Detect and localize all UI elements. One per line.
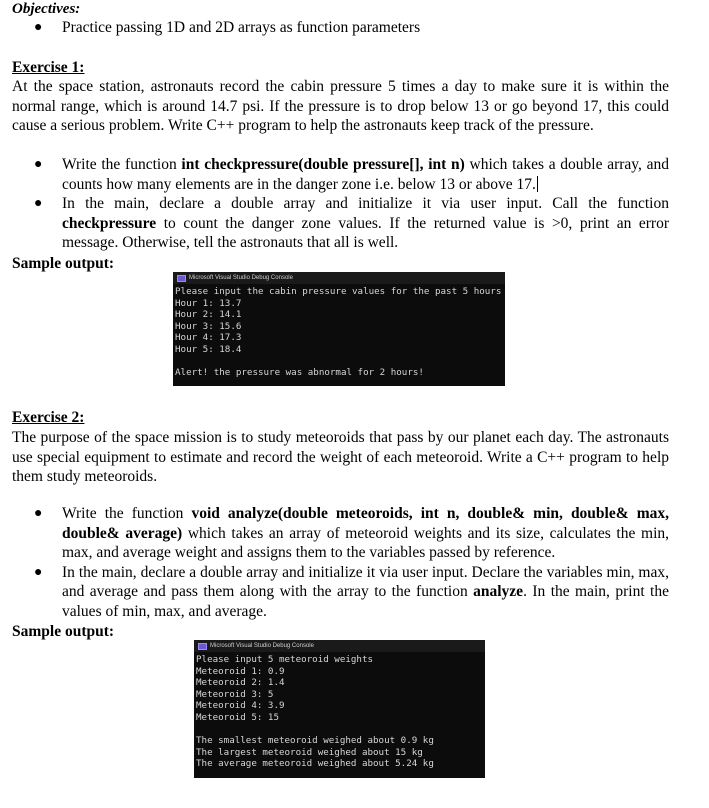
- console-line: Meteoroid 5: 15: [196, 711, 279, 723]
- bullet-icon: ●: [34, 506, 43, 521]
- exercise1-heading: Exercise 1:: [12, 59, 85, 76]
- exercise2-console-window: [194, 640, 485, 778]
- function-signature: void analyze(double meteoroids, int n, double& min, double& max, double& average): [62, 505, 669, 542]
- exercise1-sample-label: Sample output:: [12, 255, 115, 272]
- console-output: [173, 284, 505, 379]
- exercise1-intro: At the space station, astronauts record the cabin pressure 5 times a day to make sure it is within the normal range, which is around 14.7 psi. If the pressure is to drop below 13 or go beyond 17, this could cause a serious problem. Write C++ program to help the astronauts keep track of the pressure.: [12, 78, 669, 134]
- text-cursor: [537, 176, 538, 192]
- function-name: analyze: [473, 583, 524, 600]
- console-app-icon: [177, 275, 186, 282]
- exercise2-list: [12, 504, 669, 621]
- console-line: Meteoroid 3: 5: [196, 688, 274, 700]
- console-line: [173, 356, 505, 368]
- console-line: The largest meteoroid weighed about 15 kg: [196, 746, 423, 758]
- console-line: Alert! the pressure was abnormal for 2 hours!: [175, 367, 424, 379]
- console-line: Meteoroid 1: 0.9: [196, 665, 285, 677]
- console-line: The smallest meteoroid weighed about 0.9 kg: [196, 735, 434, 747]
- console-line: Hour 1: 13.7: [175, 297, 242, 309]
- console-line: Meteoroid 2: 1.4: [196, 677, 285, 689]
- function-signature: int checkpressure(double pressure[], int n): [181, 156, 465, 173]
- console-line: [194, 724, 485, 736]
- console-line: Please input the cabin pressure values for the past 5 hours: [175, 286, 502, 297]
- console-line: Hour 5: 18.4: [175, 343, 242, 355]
- exercise2-bullet2: ● In the main, declare a double array and initialize it via user input. Declare the variables min, max, and average and pass them along with the array to the function analyze. In the main, print the values of min, max, and average.: [34, 563, 669, 620]
- exercise2-bullet1: ● Write the function void analyze(double meteoroids, int n, double& min, double& max, double& average) which takes an array of meteoroid weights and its size, calculates the min, max, and average weight and assigns them to the variables passed by reference.: [34, 505, 669, 561]
- console-line: Hour 3: 15.6: [175, 320, 242, 332]
- bullet-icon: ●: [34, 564, 43, 580]
- objective-text: Practice passing 1D and 2D arrays as function parameters: [62, 19, 421, 36]
- bullet-icon: ●: [34, 157, 43, 172]
- console-output: [194, 652, 485, 770]
- exercise1-bullet1: ● Write the function int checkpressure(double pressure[], int n) which takes a double array, and counts how many elements are in the danger zone i.e. below 13 or above 17.: [34, 156, 669, 193]
- console-titlebar: [194, 640, 485, 652]
- objective-item: [12, 18, 669, 38]
- objectives-list: [12, 18, 669, 38]
- console-title: Microsoft Visual Studio Debug Console: [210, 643, 314, 649]
- console-app-icon: [198, 643, 207, 650]
- exercise2-intro: The purpose of the space mission is to study meteoroids that pass by our planet each day. The astronauts use special equipment to estimate and record the weight of each meteoroid. Write a C++ program to help them study meteoroids.: [12, 429, 669, 485]
- console-line: Hour 4: 17.3: [175, 332, 242, 344]
- console-line: Hour 2: 14.1: [175, 309, 242, 321]
- console-title: Microsoft Visual Studio Debug Console: [189, 275, 293, 281]
- console-line: Please input 5 meteoroid weights: [196, 654, 374, 665]
- exercise2-heading: Exercise 2:: [12, 409, 85, 426]
- function-name: checkpressure: [62, 214, 157, 232]
- console-line: The average meteoroid weighed about 5.24 kg: [196, 758, 434, 770]
- bullet-icon: ●: [34, 20, 43, 35]
- exercise1-list: [12, 155, 669, 253]
- exercise1-console-window: [173, 272, 505, 386]
- bullet-icon: ●: [34, 196, 43, 211]
- exercise2-sample-label: Sample output:: [12, 623, 115, 640]
- console-titlebar: [173, 272, 505, 284]
- objectives-title: Objectives:: [12, 1, 81, 17]
- exercise1-bullet2: ● In the main, declare a double array and initialize it via user input. Call the function checkpressure to count the danger zone values. If the returned value is >0, print an error message. Otherwise, tell the astronauts that all is well.: [34, 195, 669, 251]
- console-line: Meteoroid 4: 3.9: [196, 700, 285, 712]
